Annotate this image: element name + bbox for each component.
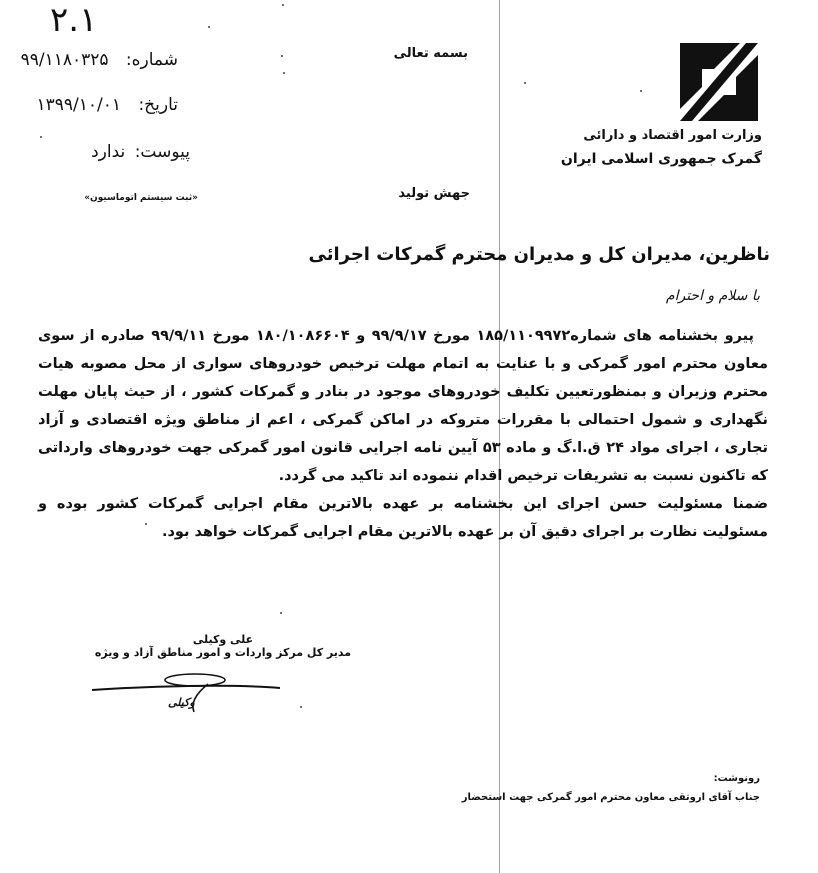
- letter-date-label: تاریخ:: [138, 95, 178, 115]
- scan-speck: [40, 136, 42, 138]
- copy-to-block: [462, 773, 760, 803]
- scan-speck: [640, 90, 642, 92]
- letter-number-value: ۹۹/۱۱۸۰۳۲۵: [20, 50, 109, 70]
- customs-name: گمرک جمهوری اسلامی ایران: [560, 151, 762, 167]
- signatory-name: علی وکیلی: [192, 633, 254, 646]
- letter-number-label: شماره:: [125, 50, 178, 70]
- scan-speck: [283, 72, 285, 74]
- invocation: بسمه تعالی: [393, 46, 468, 61]
- scan-speck: [280, 612, 282, 614]
- attachment-row: [91, 142, 190, 162]
- scan-speck: [300, 706, 302, 708]
- addressee: ناظرین، مدیران کل و مدیران محترم گمرکات اجرائی: [308, 244, 770, 265]
- body-paragraph-2: ضمنا مسئولیت حسن اجرای این بخشنامه بر عهده بالاترین مقام اجرایی گمرکات کشور بوده و مسئولیت نظارت بر اجرای دقیق آن بر عهده بالاترین مقام اجرایی گمرکات خواهد بود.: [38, 496, 768, 540]
- letter-number-row: [21, 50, 178, 70]
- handwritten-number: ۲.۱: [50, 0, 98, 40]
- letter-body: [38, 322, 768, 546]
- attachment-label: پیوست:: [134, 142, 190, 162]
- copy-to-recipient: جناب آقای اروتقی معاون محترم امور گمرکی جهت استحضار: [461, 792, 760, 803]
- salutation: با سلام و احترام: [665, 288, 760, 304]
- slogan: جهش تولید: [398, 186, 470, 201]
- signature-scribble-icon: [90, 668, 290, 718]
- scan-speck: [282, 4, 284, 6]
- signatory-title: مدیر کل مرکز واردات و امور مناطق آزاد و ویژه: [94, 646, 352, 659]
- scan-speck: [524, 82, 526, 84]
- customs-logo-icon: [680, 43, 758, 121]
- scan-speck: [281, 55, 283, 57]
- copy-to-heading: رونوشت:: [713, 773, 760, 784]
- signature-block: [78, 633, 368, 659]
- ministry-name: وزارت امور اقتصاد و دارائی: [583, 128, 762, 143]
- scan-speck: [208, 26, 210, 28]
- letter-date-row: [37, 95, 178, 115]
- scan-speck: [145, 523, 147, 525]
- body-paragraph-1: پیرو بخشنامه های شماره۱۸۵/۱۱۰۹۹۷۲ مورخ ۹۹/۹/۱۷ و ۱۸۰/۱۰۸۶۶۰۴ مورخ ۹۹/۹/۱۱ صادره از سوی معاون محترم امور گمرکی و با عنایت به اتمام مهلت ترخیص خودروهای سواری از محل مصوبه هیات محترم وزیران و بمنظورتعیین تکلیف خودروهای موجود در بنادر و گمرکات کشور ، از حیث پایان مهلت نگهداری و شمول احتمالی با مقررات متروکه در اماکن گمرکی ، اعم از مناطق ویژه اقتصادی و آزاد تجاری ، اجرای مواد ۲۴ ق.ا.گ و ماده ۵۳ آیین نامه اجرایی قانون امور گمرکی جهت خودروهای وارداتی که تاکنون نسبت به تشریفات ترخیص اقدام ننموده اند تاکید می گردد.: [38, 328, 768, 484]
- signature-mark: وکیلی: [168, 696, 195, 709]
- registration-note: «ثبت سیستم اتوماسیون»: [84, 193, 198, 203]
- attachment-value: ندارد: [91, 142, 126, 162]
- letter-date-value: ۱۳۹۹/۱۰/۰۱: [36, 95, 122, 115]
